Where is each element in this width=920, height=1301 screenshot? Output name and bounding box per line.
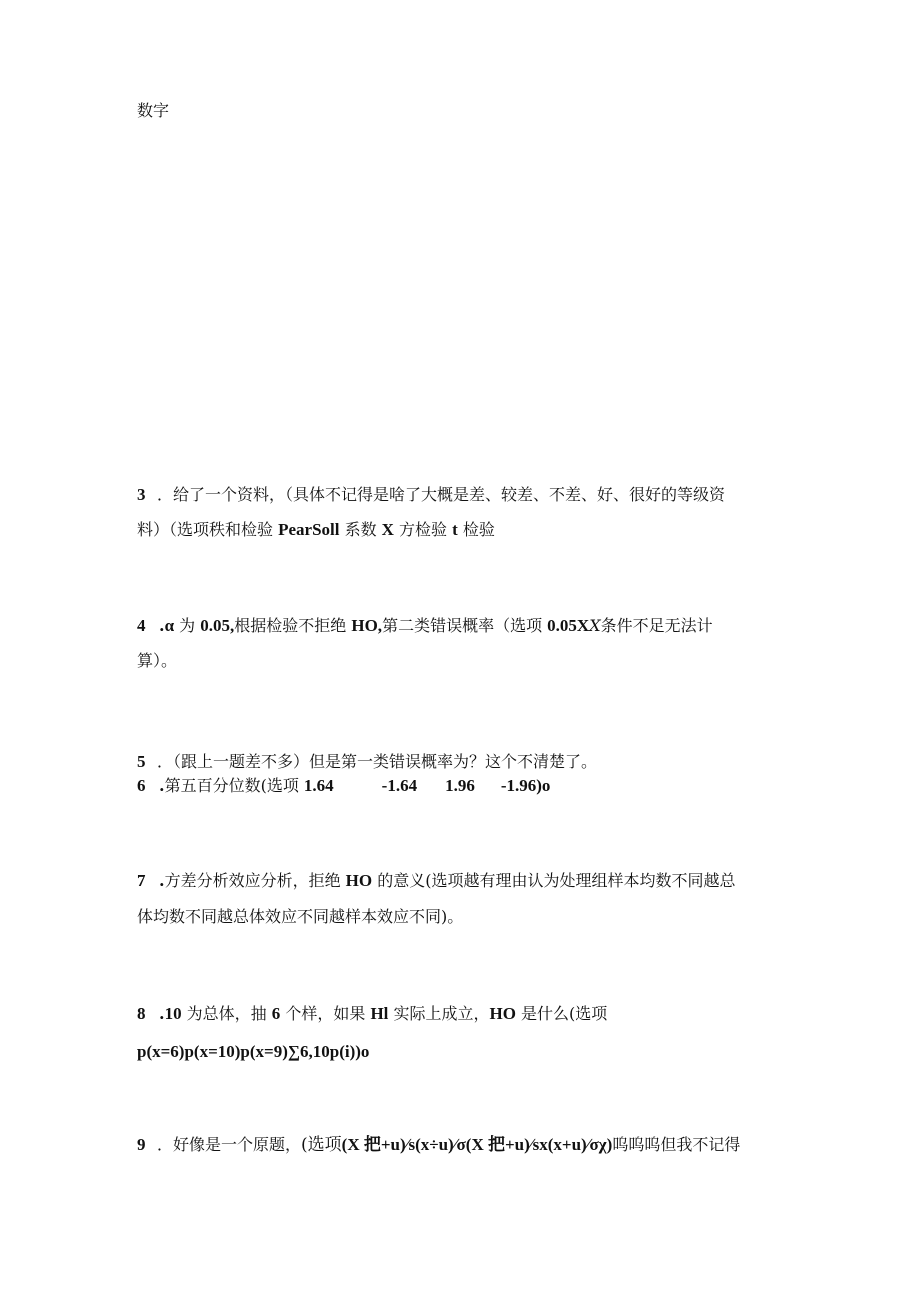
item-term: 10 bbox=[164, 1004, 182, 1023]
item-8-line-2: p(x=6)p(x=10)p(x=9)∑6,10p(i))o bbox=[137, 1042, 370, 1061]
item-term: t bbox=[452, 520, 458, 539]
item-number: 4 bbox=[137, 616, 146, 635]
item-text: 检验 bbox=[457, 520, 495, 539]
item-text: 方检验 bbox=[393, 520, 453, 539]
item-dot: . bbox=[159, 776, 165, 795]
item-text: ．（跟上一题差不多）但是第一类错误概率为？这个不清楚了。 bbox=[157, 752, 598, 771]
header-text: 数字 bbox=[137, 101, 170, 120]
item-text: 为 bbox=[174, 616, 201, 635]
item-text: 呜呜呜但我不记得 bbox=[612, 1135, 741, 1154]
option-value: 1.96 bbox=[445, 776, 475, 795]
item-number: 7 bbox=[137, 871, 146, 890]
item-6-line bbox=[137, 776, 550, 796]
item-9-line bbox=[137, 1135, 740, 1155]
item-4-line-2: 算）。 bbox=[137, 651, 178, 670]
item-term: PearSoll bbox=[278, 520, 340, 539]
item-text: 方差分析效应分析，拒绝 bbox=[164, 871, 346, 890]
item-text: 第五百分位数(选项 bbox=[164, 776, 304, 795]
item-3-line-2 bbox=[137, 520, 495, 540]
item-number: 5 bbox=[137, 752, 146, 771]
item-3-line-1 bbox=[137, 485, 725, 505]
item-7-line-1 bbox=[137, 871, 735, 891]
item-number: 3 bbox=[137, 485, 146, 504]
option-value: -1.96)o bbox=[500, 776, 551, 795]
item-dot: . bbox=[159, 871, 165, 890]
item-term: HO bbox=[489, 1004, 516, 1023]
item-number: 6 bbox=[137, 776, 146, 795]
item-text: 料）（选项秩和检验 bbox=[137, 520, 279, 539]
item-text: ．好像是一个原题， bbox=[157, 1135, 302, 1154]
item-term: 0.05X bbox=[547, 616, 590, 635]
item-dot: . bbox=[159, 616, 165, 635]
item-7-line-2: 体均数不同越总体效应不同越样本效应不同)。 bbox=[137, 907, 464, 926]
item-text: 第二类错误概率（选项 bbox=[382, 616, 548, 635]
item-number: 9 bbox=[137, 1135, 146, 1154]
item-text: 实际上成立， bbox=[388, 1004, 490, 1023]
item-term: Hl bbox=[370, 1004, 389, 1023]
item-term-italic: X bbox=[589, 616, 601, 635]
item-text: 个样，如果 bbox=[280, 1004, 371, 1023]
item-number: 8 bbox=[137, 1004, 146, 1023]
item-text: 为总体，抽 bbox=[181, 1004, 272, 1023]
item-term: HO, bbox=[351, 616, 383, 635]
item-formula: (X 把+u)∕s(x÷u)∕σ(X 把+u)∕sx(x+u)∕σχ) bbox=[341, 1135, 613, 1154]
item-term: HO bbox=[345, 871, 373, 890]
item-text: 条件不足无法计 bbox=[600, 616, 713, 635]
item-term: X bbox=[381, 520, 394, 539]
alpha-symbol: α bbox=[164, 616, 175, 635]
item-text: 根据检验不拒绝 bbox=[234, 616, 352, 635]
item-dot: . bbox=[159, 1004, 165, 1023]
item-8-line-1 bbox=[137, 1004, 607, 1024]
item-text: (选项 bbox=[301, 1135, 342, 1155]
item-term: 6 bbox=[271, 1004, 281, 1023]
item-5-line bbox=[137, 752, 597, 772]
option-value: -1.64 bbox=[381, 776, 418, 795]
item-text: 的意义(选项越有理由认为处理组样本均数不同越总 bbox=[372, 871, 736, 890]
item-text: 系数 bbox=[339, 520, 382, 539]
item-term: 0.05, bbox=[200, 616, 235, 635]
item-4-line-1 bbox=[137, 616, 713, 636]
item-text: 是什么(选项 bbox=[515, 1004, 608, 1023]
option-value: 1.64 bbox=[303, 776, 334, 795]
item-text: ．给了一个资料，（具体不记得是啥了大概是差、较差、不差、好、很好的等级资 bbox=[157, 485, 726, 504]
